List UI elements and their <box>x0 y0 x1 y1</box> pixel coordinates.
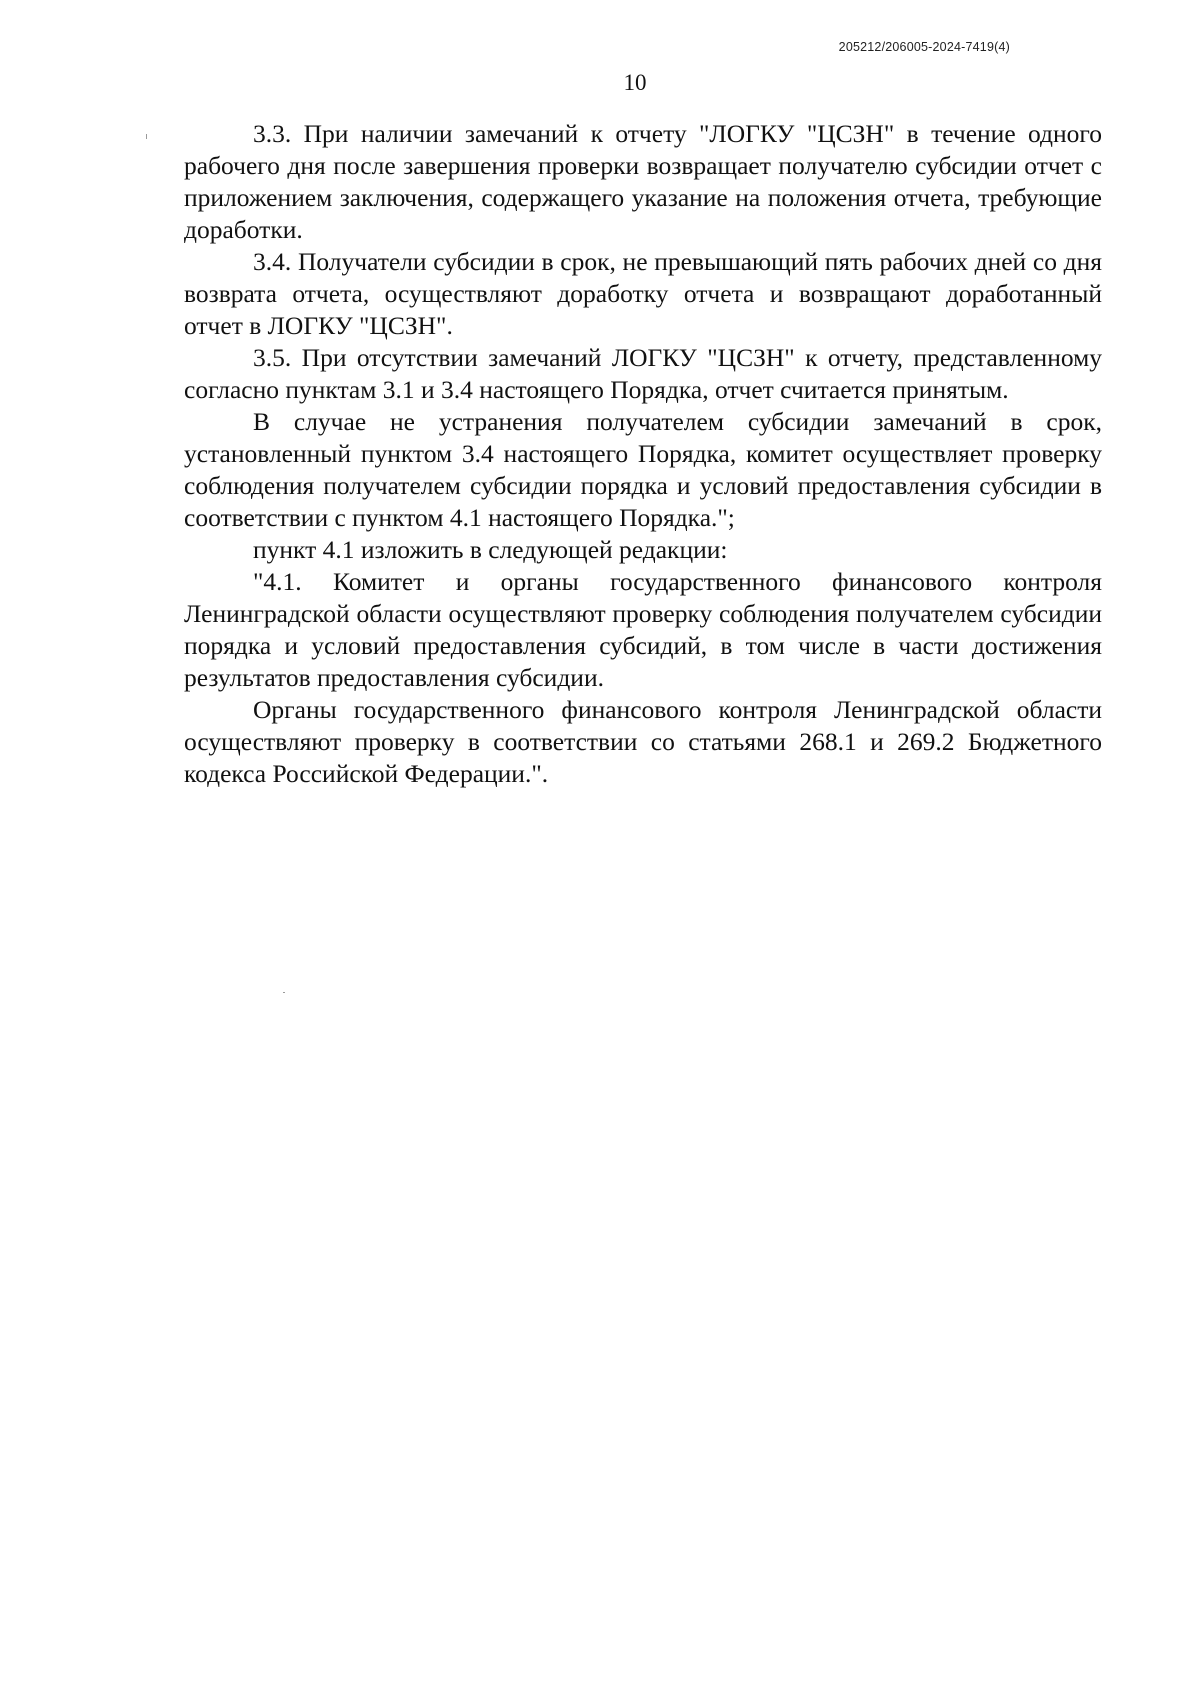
paragraph-4-1: "4.1. Комитет и органы государственного финансового контроля Ленинградской области осуществляют проверку соблюдения получателем субсидии порядка и условий предоставления субсидий, в том числе в части достижения результатов предоставления субсидии. <box>184 567 1102 692</box>
paragraph-financial-control: Органы государственного финансового контроля Ленинградской области осуществляют проверку в соответствии со статьями 268.1 и 269.2 Бюджетного кодекса Российской Федерации.". <box>184 695 1102 788</box>
paragraph-non-compliance: В случае не устранения получателем субсидии замечаний в срок, установленный пунктом 3.4 настоящего Порядка, комитет осуществляет проверку соблюдения получателем субсидии порядка и условий предоставления субсидии в соответствии с пунктом 4.1 настоящего Порядка."; <box>184 407 1102 532</box>
document-body <box>184 118 1102 790</box>
page-number: 10 <box>623 70 647 95</box>
document-registration-code: 205212/206005-2024-7419(4) <box>838 40 1010 54</box>
paragraph-3-4: 3.4. Получатели субсидии в срок, не превышающий пять рабочих дней со дня возврата отчета, осуществляют доработку отчета и возвращают доработанный отчет в ЛОГКУ "ЦСЗН". <box>184 247 1102 340</box>
paragraph-amendment-intro: пункт 4.1 изложить в следующей редакции: <box>253 535 728 564</box>
scan-speck <box>283 992 285 993</box>
scan-speck <box>146 134 147 139</box>
paragraph-3-3: 3.3. При наличии замечаний к отчету "ЛОГКУ "ЦСЗН" в течение одного рабочего дня после завершения проверки возвращает получателю субсидии отчет с приложением заключения, содержащего указание на положения отчета, требующие доработки. <box>184 119 1102 244</box>
paragraph-3-5: 3.5. При отсутствии замечаний ЛОГКУ "ЦСЗН" к отчету, представленному согласно пунктам 3.1 и 3.4 настоящего Порядка, отчет считается принятым. <box>184 343 1102 404</box>
